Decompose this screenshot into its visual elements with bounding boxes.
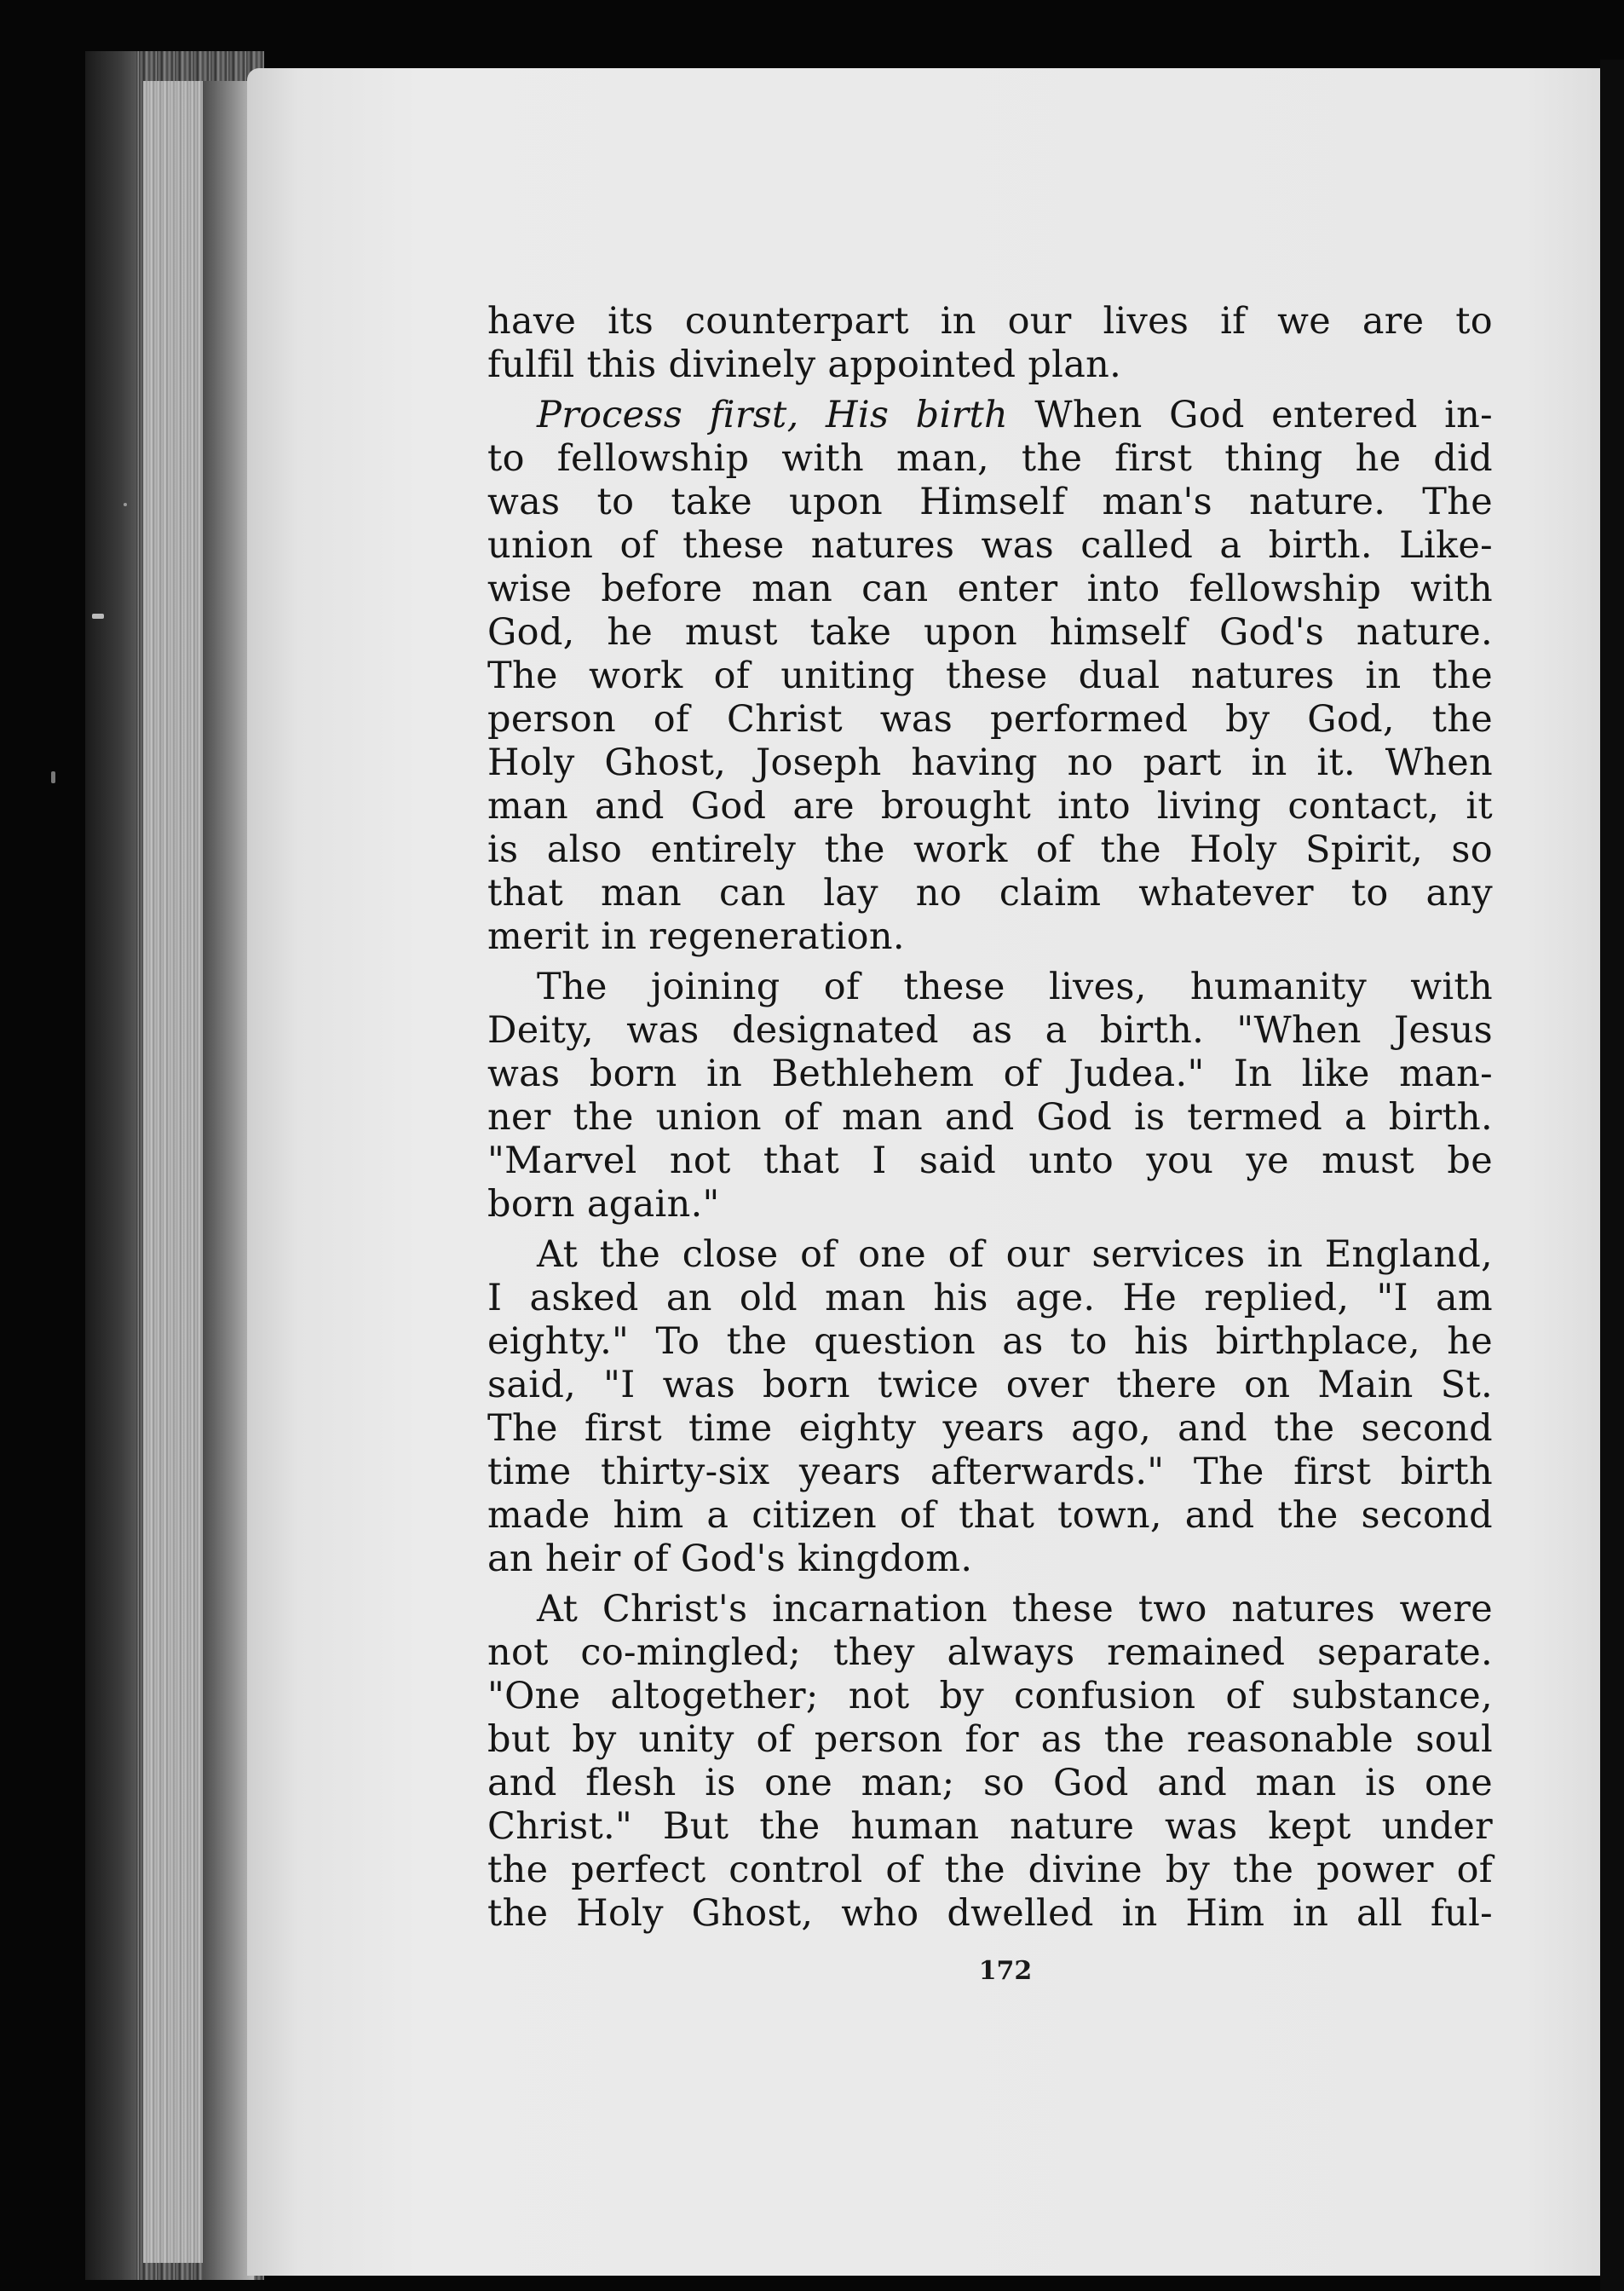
- text-line: At the close of one of our services in England,: [537, 1233, 1493, 1276]
- text-line: the perfect control of the divine by the power of: [487, 1849, 1493, 1891]
- text-line: is also entirely the work of the Holy Spirit, so: [487, 828, 1493, 871]
- text-line: the Holy Ghost, who dwelled in Him in all ful-: [487, 1892, 1493, 1935]
- text-line: fulfil this divinely appointed plan.: [487, 343, 1122, 386]
- text-line: and flesh is one man; so God and man is one: [487, 1762, 1493, 1804]
- text-line: was to take upon Himself man's nature. The: [487, 481, 1493, 523]
- text-line: Holy Ghost, Joseph having no part in it. When: [487, 742, 1493, 784]
- italic-section-heading: Process first, His birth: [537, 394, 1008, 436]
- text-line: "One altogether; not by confusion of substance,: [487, 1675, 1493, 1717]
- background-right: [1600, 60, 1624, 2291]
- text-line: The first time eighty years ago, and the second: [487, 1407, 1493, 1450]
- page-speck: [51, 771, 55, 783]
- text-line: not co-mingled; they always remained separate.: [487, 1631, 1493, 1674]
- text-line: I asked an old man his age. He replied, "I am: [487, 1277, 1493, 1319]
- text-line: person of Christ was performed by God, the: [487, 698, 1493, 741]
- text-line: to fellowship with man, the first thing he did: [487, 437, 1493, 480]
- text-line: time thirty-six years afterwards." The first birth: [487, 1451, 1493, 1493]
- text-line: union of these natures was called a birth. Like-: [487, 524, 1493, 567]
- text-line: wise before man can enter into fellowship with: [487, 568, 1493, 610]
- text-line: have its counterpart in our lives if we are to: [487, 300, 1493, 343]
- text-line: ner the union of man and God is termed a birth.: [487, 1096, 1493, 1139]
- text-line: Christ." But the human nature was kept under: [487, 1805, 1493, 1848]
- text-line: The joining of these lives, humanity with: [537, 966, 1493, 1008]
- text-line-with-italic-lead: [487, 394, 1493, 437]
- body-text: [487, 300, 1493, 1936]
- text-line: At Christ's incarnation these two natures were: [537, 1588, 1493, 1630]
- text-line: that man can lay no claim whatever to any: [487, 872, 1493, 915]
- text-line: "Marvel not that I said unto you ye must be: [487, 1140, 1493, 1182]
- page-speck: [92, 614, 104, 619]
- text-line: merit in regeneration.: [487, 915, 905, 958]
- text-line: The work of uniting these dual natures in the: [487, 655, 1493, 697]
- text-line: born again.": [487, 1183, 720, 1226]
- book-cover-edge: [85, 51, 136, 2280]
- text-line: said, "I was born twice over there on Main St.: [487, 1364, 1493, 1406]
- text-line: eighty." To the question as to his birthplace, he: [487, 1320, 1493, 1363]
- page-number: 172: [978, 1956, 1033, 1986]
- page-speck: [124, 503, 127, 506]
- text-line: but by unity of person for as the reasonable soul: [487, 1718, 1493, 1761]
- text-line: was born in Bethlehem of Judea." In like man-: [487, 1053, 1493, 1095]
- text-line: an heir of God's kingdom.: [487, 1538, 973, 1580]
- text-line: Deity, was designated as a birth. "When Jesus: [487, 1009, 1493, 1052]
- text-line: God, he must take upon himself God's nature.: [487, 611, 1493, 654]
- text-line: made him a citizen of that town, and the second: [487, 1494, 1493, 1537]
- text-line: man and God are brought into living contact, it: [487, 785, 1493, 828]
- page-gutter-shadow: [203, 81, 254, 2280]
- text-fragment: When God entered in-: [1008, 394, 1493, 436]
- stacked-pages-edge: [143, 81, 203, 2263]
